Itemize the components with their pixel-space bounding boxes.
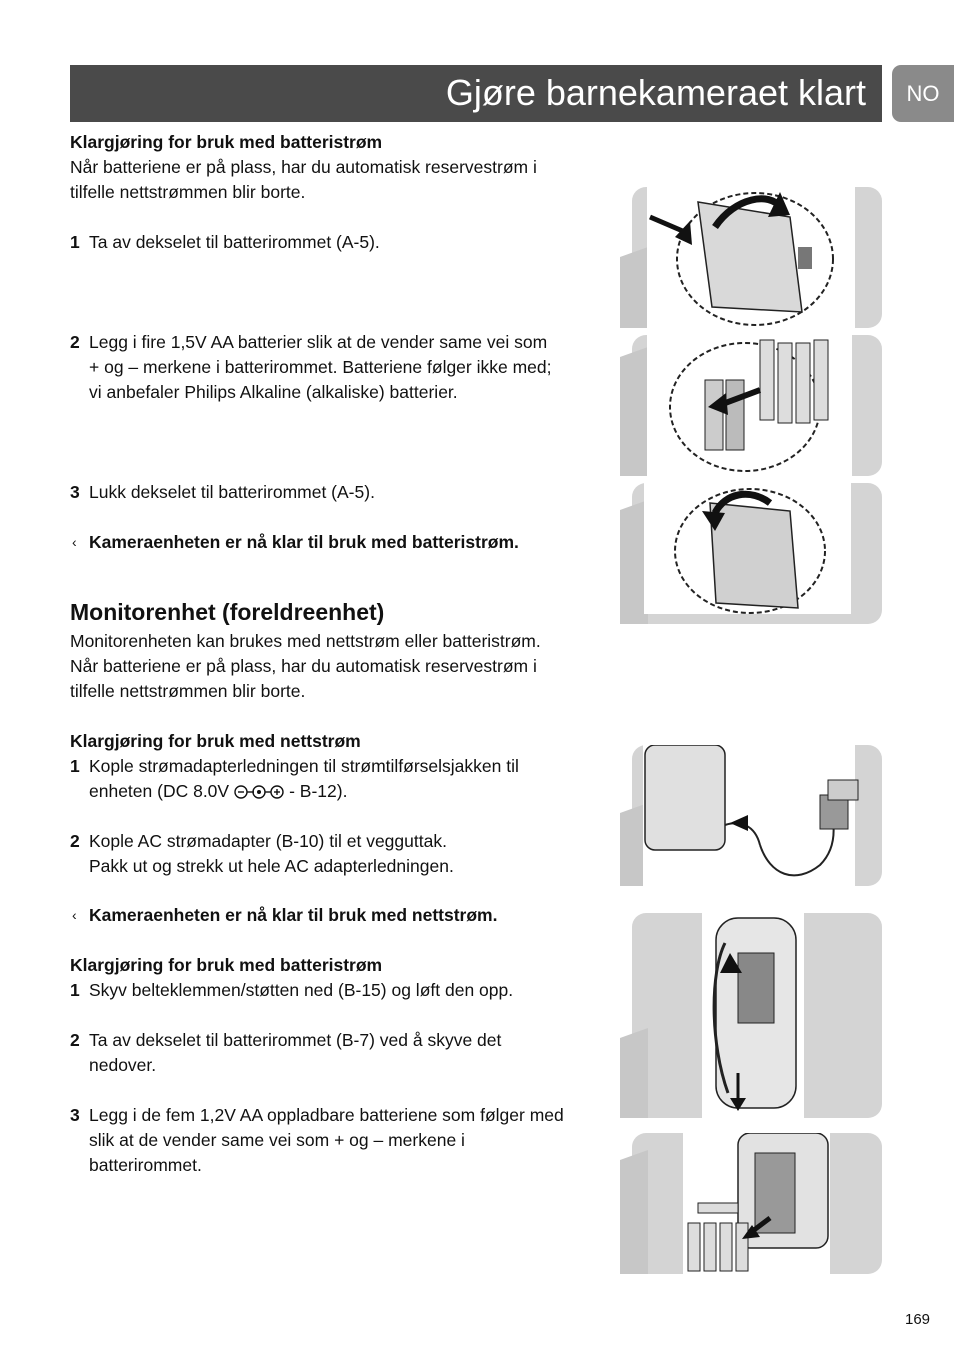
intro-line: Når batteriene er på plass, har du automatisk reservestrøm i bbox=[70, 157, 537, 177]
subheading-battery: Klargjøring for bruk med batteristrøm bbox=[70, 955, 383, 975]
intro-line: Monitorenheten kan brukes med nettstrøm eller batteristrøm. bbox=[70, 631, 541, 651]
dc-ref: - B-12). bbox=[289, 781, 348, 801]
section-heading-monitor: Monitorenhet (foreldreenhet) bbox=[70, 599, 385, 625]
result-marker: ‹ bbox=[72, 534, 77, 550]
step-text: + og – merkene i batterirommet. Batteriene følger ikke med; bbox=[89, 357, 552, 377]
step-text: vi anbefaler Philips Alkaline (alkaliske) batterier. bbox=[89, 382, 458, 402]
illustration-close-cover bbox=[620, 483, 882, 624]
step-number: 3 bbox=[70, 482, 80, 502]
intro-line: Når batteriene er på plass, har du automatisk reservestrøm i bbox=[70, 656, 537, 676]
step-number: 2 bbox=[70, 332, 80, 352]
step-text: Skyv belteklemmen/støtten ned (B-15) og løft den opp. bbox=[89, 980, 514, 1000]
closing-cover-drawing bbox=[620, 483, 882, 624]
step-text: Ta av dekselet til batterirommet (B-7) ved å skyve det bbox=[89, 1030, 502, 1050]
battery-compartment-drawing bbox=[620, 335, 882, 476]
page-number: 169 bbox=[905, 1311, 931, 1328]
dc-polarity-icon bbox=[233, 783, 285, 801]
illustration-belt-clip bbox=[620, 913, 882, 1118]
adapter-drawing bbox=[620, 745, 882, 886]
step-text: Legg i de fem 1,2V AA oppladbare batteriene som følger med bbox=[89, 1105, 564, 1125]
step-number: 1 bbox=[70, 980, 80, 1000]
illustration-insert-batteries bbox=[620, 335, 882, 476]
intro-line: tilfelle nettstrømmen blir borte. bbox=[70, 681, 306, 701]
illustration-plug-adapter bbox=[620, 745, 882, 886]
step-text-dc bbox=[89, 779, 347, 804]
header-bar bbox=[70, 65, 882, 122]
step-number: 3 bbox=[70, 1105, 80, 1125]
step-text: Lukk dekselet til batterirommet (A-5). bbox=[89, 482, 375, 502]
belt-clip-drawing bbox=[620, 913, 882, 1118]
aa-batteries-drawing bbox=[620, 1133, 882, 1274]
step-text: Legg i fire 1,5V AA batterier slik at de vender same vei som bbox=[89, 332, 548, 352]
intro-line: tilfelle nettstrømmen blir borte. bbox=[70, 182, 306, 202]
battery-cover-drawing bbox=[620, 187, 882, 328]
subheading-mains: Klargjøring for bruk med nettstrøm bbox=[70, 731, 361, 751]
result-text: Kameraenheten er nå klar til bruk med batteristrøm. bbox=[89, 532, 519, 552]
result-marker: ‹ bbox=[72, 907, 77, 923]
step-number: 2 bbox=[70, 831, 80, 851]
result-text: Kameraenheten er nå klar til bruk med nettstrøm. bbox=[89, 905, 498, 925]
step-text: Kople strømadapterledningen til strømtilførselsjakken til bbox=[89, 756, 519, 776]
step-text: Ta av dekselet til batterirommet (A-5). bbox=[89, 232, 380, 252]
illustration-insert-aa-batteries bbox=[620, 1133, 882, 1274]
step-text: Pakk ut og strekk ut hele AC adapterledningen. bbox=[89, 856, 454, 876]
step-text: slik at de vender same vei som + og – merkene i bbox=[89, 1130, 465, 1150]
dc-label: enheten (DC 8.0V bbox=[89, 781, 230, 801]
step-number: 1 bbox=[70, 232, 80, 252]
step-text: batterirommet. bbox=[89, 1155, 202, 1175]
language-tab: NO bbox=[892, 65, 954, 122]
step-number: 1 bbox=[70, 756, 80, 776]
step-text: nedover. bbox=[89, 1055, 157, 1075]
illustration-open-cover bbox=[620, 187, 882, 328]
page-title: Gjøre barnekameraet klart bbox=[445, 72, 866, 113]
step-number: 2 bbox=[70, 1030, 80, 1050]
step-text: Kople AC strømadapter (B-10) til et vegguttak. bbox=[89, 831, 447, 851]
section-heading-battery: Klargjøring for bruk med batteristrøm bbox=[70, 132, 383, 152]
